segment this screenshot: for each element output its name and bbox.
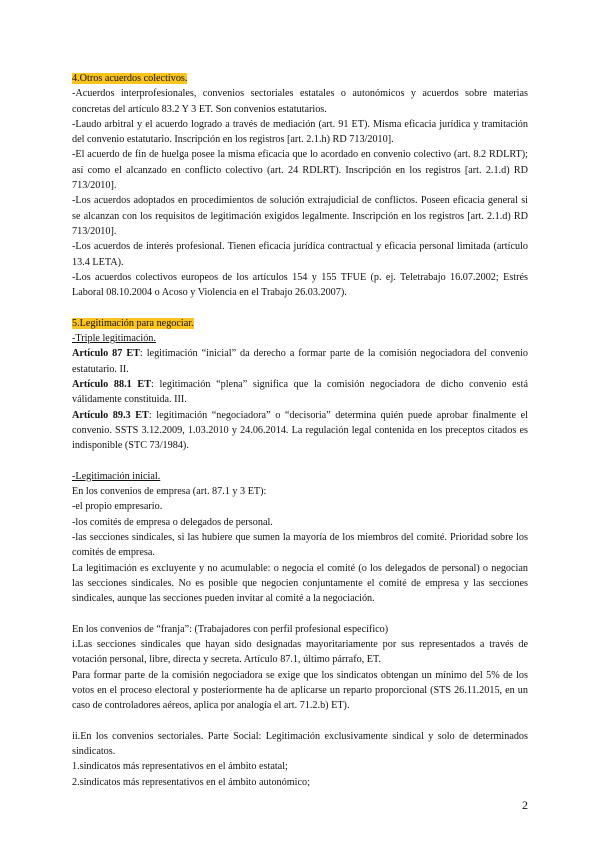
franja-agreements-intro: En los convenios de “franja”: (Trabajadores con perfil profesional específico) bbox=[72, 623, 389, 635]
article-87-label: Artículo 87 ET bbox=[72, 348, 140, 360]
sectoral-list-item: 2.sindicatos más representativos en el ámbito autonómico; bbox=[72, 776, 310, 788]
section-4-item: -Laudo arbitral y el acuerdo logrado a través de mediación (art. 91 ET). Misma eficacia jurídica y tramitación del convenio estatutario. Inscripción en los registros [art. 2.1.h) RD 713/2010]. bbox=[72, 118, 528, 146]
article-89-paragraph: Artículo 89.3 ET: legitimación “negociadora” o “decisoria” determina quién puede aprobar finalmente el convenio. SSTS 3.12.2009, 1.03.2010 y 24.06.2014. La regulación legal contenida en los preceptos citados es indisponible (STC 73/1984). bbox=[72, 409, 528, 452]
article-88-paragraph: Artículo 88.1 ET: legitimación “plena” significa que la comisión negociadora de dicho convenio está válidamente constituida. III. bbox=[72, 378, 529, 406]
section-4-item: -Los acuerdos de interés profesional. Tienen eficacia jurídica contractual y eficacia personal limitada (artículo 13.4 LETA). bbox=[72, 241, 528, 268]
article-89-label: Artículo 89.3 ET bbox=[72, 409, 149, 421]
company-agreements-item: -el propio empresario. bbox=[72, 501, 163, 513]
section-5-heading: 5.Legitimación para negociar. bbox=[72, 317, 194, 329]
section-4-heading: 4.Otros acuerdos colectivos. bbox=[72, 73, 188, 84]
spacer bbox=[72, 606, 528, 621]
spacer bbox=[72, 453, 528, 468]
section-4-item: -Los acuerdos colectivos europeos de los artículos 154 y 155 TFUE (p. ej. Teletrabajo 16.07.2002; Estrés Laboral 08.10.2004 o Acoso y Violencia en el Trabajo 26.03.2007). bbox=[72, 271, 528, 299]
section-4-heading-line bbox=[72, 71, 528, 86]
section-4-item: -Acuerdos interprofesionales, convenios sectoriales estatales o autonómicos y acuerdos sobre materias concretas del artículo 83.2 Y 3 ET. Son convenios estatutarios. bbox=[72, 88, 528, 115]
section-4-item: -Los acuerdos adoptados en procedimientos de solución extrajudicial de conflictos. Poseen eficacia general si se alcanzan con los requisitos de legitimación exigidos legalmente. Inscripción en los registros [art. 2.1.d) RD 713/2010]. bbox=[72, 195, 528, 237]
company-agreements-item: -los comités de empresa o delegados de personal. bbox=[72, 516, 273, 528]
sectoral-list-item: 1.sindicatos más representativos en el ámbito estatal; bbox=[72, 761, 288, 773]
sectoral-item-ii: ii.En los convenios sectoriales. Parte Social: Legitimación exclusivamente sindical y solo de determinados sindicatos. bbox=[72, 730, 528, 758]
company-agreements-intro: En los convenios de empresa (art. 87.1 y 3 ET): bbox=[72, 486, 267, 498]
spacer bbox=[72, 713, 528, 728]
page-number: 2 bbox=[522, 798, 528, 812]
exclusive-legitimation-paragraph: La legitimación es excluyente y no acumulable: o negocia el comité (o los delegados de personal) o negocian las secciones sindicales. No es posible que negocien conjuntamente el comité de empresa y las secciones sindicales, aunque las secciones pueden invitar al comité a la negociación. bbox=[72, 562, 528, 605]
section-4-item: -El acuerdo de fin de huelga posee la misma eficacia que lo acordado en convenio colectivo (art. 8.2 RDLRT); así como el alcanzado en conflicto colectivo (art. 24 RDLRT). Inscripción en los registros [art. 2.1.d) RD 713/2010]. bbox=[72, 149, 528, 192]
franja-paragraph: Para formar parte de la comisión negociadora se exige que los sindicatos obtengan un mínimo del 5% de los votos en el proceso electoral y posteriormente ha de aplicarse un reparto proporcional (STS 26.11.2015, en un caso de controladores aéreos, aplica por analogía el art. 71.2.b) ET). bbox=[72, 669, 528, 712]
page-content bbox=[72, 71, 528, 790]
section-5-heading-line bbox=[72, 316, 528, 331]
article-88-label: Artículo 88.1 ET bbox=[72, 378, 151, 390]
company-agreements-item: -las secciones sindicales, si las hubiere que sumen la mayoría de los miembros del comité. Prioridad sobre los comités de empresa. bbox=[72, 531, 528, 559]
initial-legitimation-subheading: -Legitimación inicial. bbox=[72, 470, 161, 482]
article-87-paragraph: Artículo 87 ET: legitimación “inicial” da derecho a formar parte de la comisión negociadora del convenio estatutario. II. bbox=[72, 348, 528, 375]
triple-legitimation-subheading: -Triple legitimación. bbox=[72, 333, 156, 345]
franja-item-i: i.Las secciones sindicales que hayan sido designadas mayoritariamente por sus representados a través de votación personal, libre, directa y secreta. Artículo 87.1, último párrafo, ET. bbox=[72, 638, 528, 666]
spacer bbox=[72, 300, 528, 315]
